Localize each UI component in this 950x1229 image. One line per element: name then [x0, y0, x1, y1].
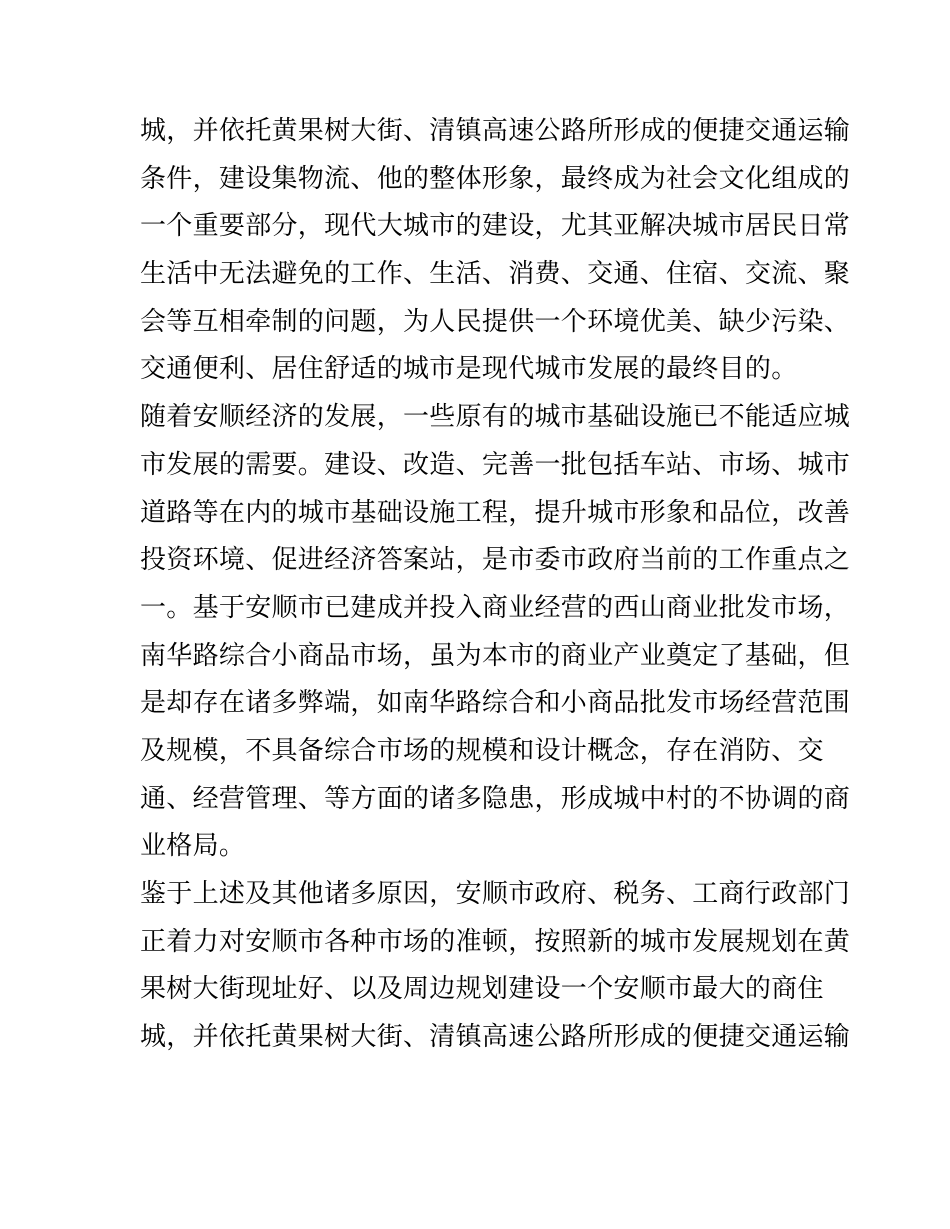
text-line: 生活中无法避免的工作、生活、消费、交通、住宿、交流、聚 [140, 259, 851, 290]
text-line: 通、经营管理、等方面的诸多隐患，形成城中村的不协调的商 [140, 783, 851, 814]
text-line: 交通便利、居住舒适的城市是现代城市发展的最终目的。 [140, 354, 798, 385]
text-line: 正着力对安顺市各种市场的准顿，按照新的城市发展规划在黄 [140, 926, 851, 957]
text-line: 投资环境、促进经济答案站，是市委市政府当前的工作重点之 [140, 545, 851, 576]
text-line: 市发展的需要。建设、改造、完善一批包括车站、市场、城市 [140, 449, 851, 480]
text-line: 会等互相牵制的问题，为人民提供一个环境优美、缺少污染、 [140, 306, 851, 337]
text-line: 鉴于上述及其他诸多原因，安顺市政府、税务、工商行政部门 [140, 879, 851, 909]
document-body [140, 108, 851, 1062]
text-line: 果树大街现址好、以及周边规划建设一个安顺市最大的商住 [140, 974, 824, 1005]
text-line: 道路等在内的城市基础设施工程，提升城市形象和品位，改善 [140, 497, 851, 528]
text-line: 南华路综合小商品市场，虽为本市的商业产业奠定了基础，但 [140, 640, 851, 671]
text-line: 随着安顺经济的发展，一些原有的城市基础设施已不能适应城 [140, 402, 851, 433]
text-line: 一。基于安顺市已建成并投入商业经营的西山商业批发市场， [140, 592, 851, 623]
text-line: 是却存在诸多弊端，如南华路综合和小商品批发市场经营范围 [140, 688, 851, 719]
text-line: 及规模，不具备综合市场的规模和设计概念，存在消防、交 [140, 735, 824, 766]
text-line: 城，并依托黄果树大街、清镇高速公路所形成的便捷交通运输 [140, 116, 851, 146]
text-line: 条件，建设集物流、他的整体形象，最终成为社会文化组成的 [140, 163, 851, 194]
text-line: 城，并依托黄果树大街、清镇高速公路所形成的便捷交通运输 [140, 1022, 851, 1053]
text-line: 一个重要部分，现代大城市的建设，尤其亚解决城市居民日常 [140, 211, 851, 242]
text-line: 业格局。 [140, 831, 246, 862]
